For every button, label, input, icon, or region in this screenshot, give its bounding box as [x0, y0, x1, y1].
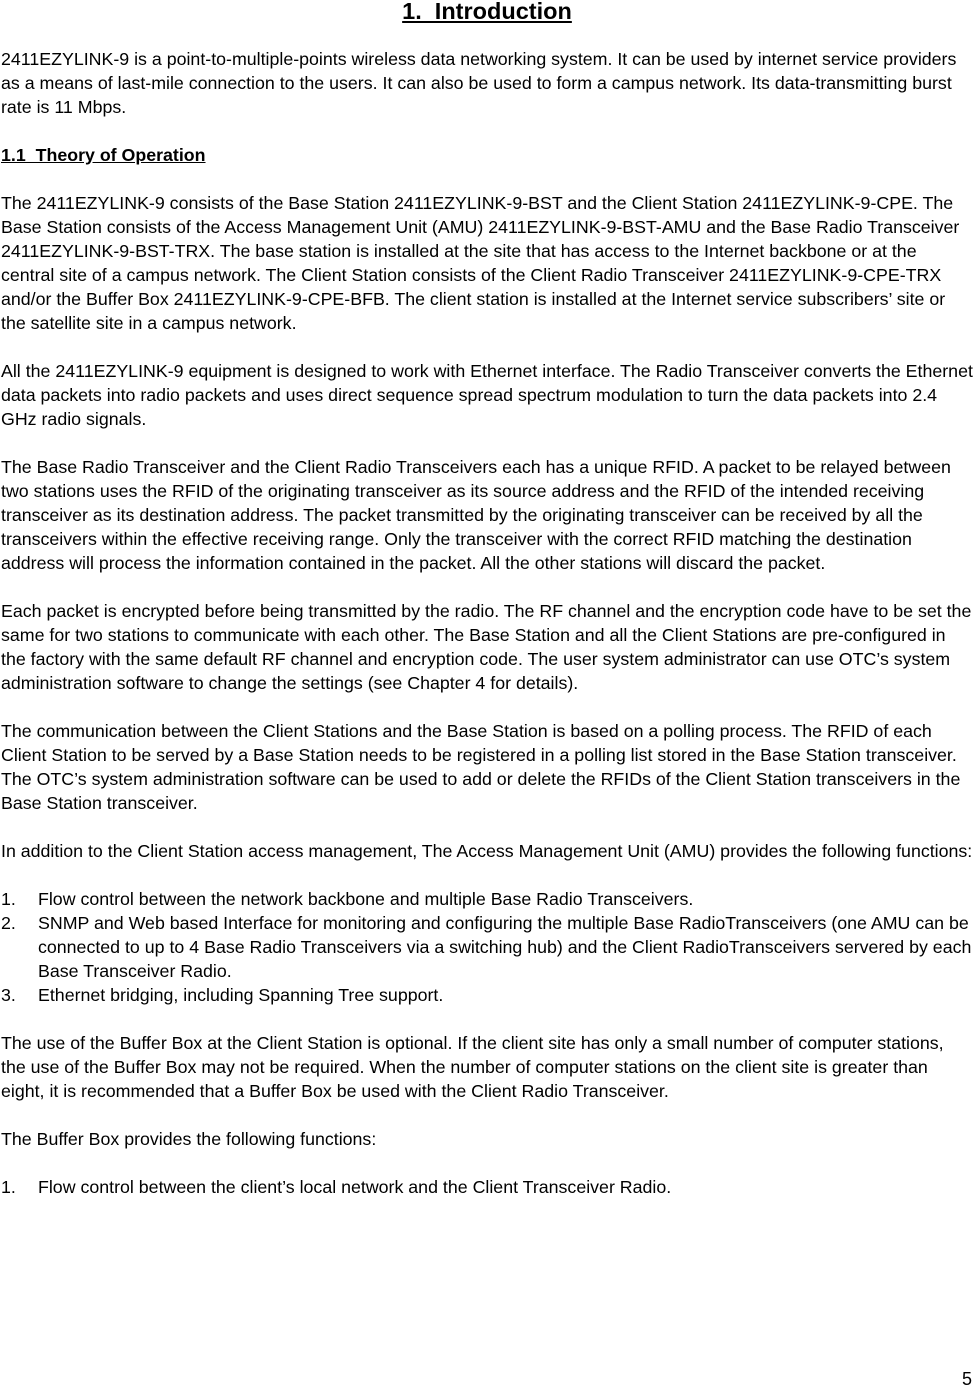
list-item-text: Flow control between the network backbone and multiple Base Radio Transceivers. — [38, 889, 694, 909]
paragraph-buffer-box: The use of the Buffer Box at the Client Station is optional. If the client site has only a small number of computer stations, the use of the Buffer Box may not be required. When the number of computer stations on the client site is greater than eight, it is recommended that a Buffer Box be used with the Client Radio Transceiver. — [1, 1033, 944, 1101]
paragraph-ethernet: All the 2411EZYLINK-9 equipment is designed to work with Ethernet interface. The Radio Transceiver converts the Ethernet data packets into radio packets and uses direct sequence spread spectrum modulation to turn the data packets into 2.4 GHz radio signals. — [1, 361, 973, 429]
paragraph-polling: The communication between the Client Stations and the Base Station is based on a polling process. The RFID of each Client Station to be served by a Base Station needs to be registered in a polling list stored in the Base Station transceiver. The OTC’s system administration software can be used to add or delete the RFIDs of the Client Station transceivers in the Base Station transceiver. — [1, 721, 961, 813]
list-item — [1, 983, 973, 1007]
list-item-text: SNMP and Web based Interface for monitoring and configuring the multiple Base RadioTransceivers (one AMU can be connected to up to 4 Base Radio Transceivers via a switching hub) and the Client RadioTransceivers servered by each Base Transceiver Radio. — [38, 913, 972, 981]
paragraph-rfid: The Base Radio Transceiver and the Client Radio Transceivers each has a unique RFID. A packet to be relayed between two stations uses the RFID of the originating transceiver as its source address and the RFID of the intended receiving transceiver as its destination address. The packet transmitted by the originating transceiver can be received by all the transceivers within the effective receiving range. Only the transceiver with the correct RFID matching the destination address will process the information contained in the packet. All the other stations will discard the packet. — [1, 457, 951, 573]
list-item-number: 2. — [1, 913, 16, 933]
list-item-number: 1. — [1, 889, 16, 909]
list-item-text: Ethernet bridging, including Spanning Tree support. — [38, 985, 444, 1005]
paragraph-buffer-intro: The Buffer Box provides the following functions: — [1, 1129, 377, 1149]
page-title: 1. Introduction — [402, 0, 572, 24]
list-item-number: 1. — [1, 1177, 16, 1197]
paragraph-components: The 2411EZYLINK-9 consists of the Base Station 2411EZYLINK-9-BST and the Client Station 2411EZYLINK-9-CPE. The Base Station consists of the Access Management Unit (AMU) 2411EZYLINK-9-BST-AMU and the Base Radio Transceiver 2411EZYLINK-9-BST-TRX. The base station is installed at the site that has access to the Internet backbone or at the central site of a campus network. The Client Station consists of the Client Radio Transceiver 2411EZYLINK-9-CPE-TRX and/or the Buffer Box 2411EZYLINK-9-CPE-BFB. The client station is installed at the Internet service subscribers’ site or the satellite site in a campus network. — [1, 193, 960, 333]
amu-functions-list — [1, 887, 973, 1007]
list-item-text: Flow control between the client’s local network and the Client Transceiver Radio. — [38, 1177, 672, 1197]
buffer-functions-list — [1, 1175, 973, 1199]
page-number: 5 — [961, 1369, 972, 1389]
list-item — [1, 911, 973, 983]
list-item — [1, 1175, 973, 1199]
list-item-number: 3. — [1, 985, 16, 1005]
intro-paragraph: 2411EZYLINK-9 is a point-to-multiple-points wireless data networking system. It can be used by internet service providers as a means of last-mile connection to the users. It can also be used to form a campus network. Its data-transmitting burst rate is 11 Mbps. — [1, 49, 957, 117]
paragraph-encryption: Each packet is encrypted before being transmitted by the radio. The RF channel and the encryption code have to be set the same for two stations to communicate with each other. The Base Station and all the Client Stations are pre-configured in the factory with the same default RF channel and encryption code. The user system administrator can use OTC’s system administration software to change the settings (see Chapter 4 for details). — [1, 601, 972, 693]
list-item — [1, 887, 973, 911]
section-heading: 1.1 Theory of Operation — [1, 145, 206, 165]
document-body — [1, 47, 973, 1223]
paragraph-amu-intro: In addition to the Client Station access management, The Access Management Unit (AMU) provides the following functions: — [1, 841, 973, 861]
